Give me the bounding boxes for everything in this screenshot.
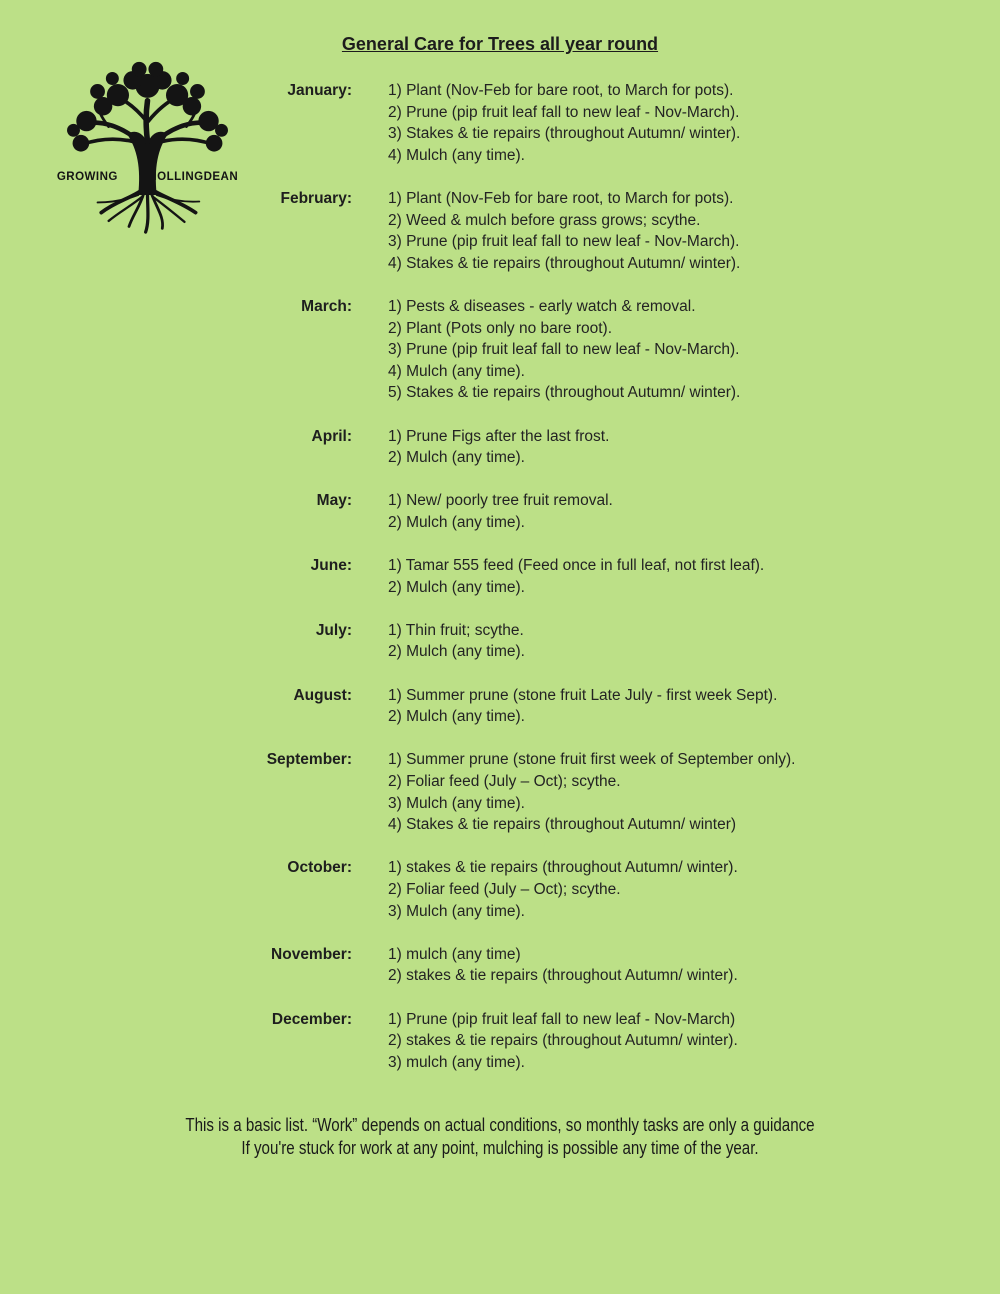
task-line: 2) Mulch (any time). [388, 643, 525, 661]
month-row [0, 857, 1000, 922]
task-line: 1) Summer prune (stone fruit first week of September only). [388, 751, 796, 769]
month-label: January: [287, 82, 352, 99]
task-line: 3) Stakes & tie repairs (throughout Autumn/ winter). [388, 125, 741, 143]
logo-text-growing: GROWING [56, 171, 118, 184]
month-task-list [388, 188, 740, 274]
task-line: 1) Summer prune (stone fruit Late July - first week Sept). [388, 686, 778, 704]
month-row [0, 944, 1000, 987]
footer-line-1: This is a basic list. “Work” depends on actual conditions, so monthly tasks are only a guidance [185, 1115, 815, 1135]
task-line: 2) Plant (Pots only no bare root). [388, 319, 613, 337]
month-label: February: [280, 189, 352, 207]
task-line: 1) mulch (any time) [388, 945, 521, 963]
month-task-list [388, 555, 764, 598]
task-line: 1) stakes & tie repairs (throughout Autumn/ winter). [388, 859, 738, 877]
logo-text-hollingdean: HOLLINGDEAN [148, 171, 239, 184]
task-line: 4) Stakes & tie repairs (throughout Autumn/ winter). [388, 254, 741, 272]
task-line: 1) Prune Figs after the last frost. [388, 427, 610, 445]
task-line: 2) Mulch (any time). [388, 578, 525, 596]
month-row [0, 685, 1000, 728]
month-row [0, 80, 1000, 166]
month-label: November: [271, 945, 352, 963]
month-label: April: [311, 427, 352, 445]
task-line: 3) Mulch (any time). [388, 794, 525, 812]
task-line: 4) Mulch (any time). [388, 146, 525, 164]
task-line: 1) Prune (pip fruit leaf fall to new leaf - Nov-March) [388, 1010, 736, 1028]
month-label: December: [271, 1010, 352, 1028]
task-line: 1) Thin fruit; scythe. [388, 621, 524, 639]
month-task-list [388, 685, 777, 728]
task-line: 2) Mulch (any time). [388, 708, 525, 726]
month-task-list [388, 1009, 738, 1074]
task-line: 2) Mulch (any time). [388, 513, 525, 531]
task-line: 2) stakes & tie repairs (throughout Autumn/ winter). [388, 967, 738, 985]
footer-note [0, 1114, 1000, 1159]
month-label: July: [315, 621, 352, 639]
month-task-list [388, 749, 795, 835]
month-task-list [388, 620, 525, 663]
month-label: September: [266, 751, 352, 769]
task-line: 4) Mulch (any time). [388, 362, 525, 380]
page-title: General Care for Trees all year round [341, 34, 659, 54]
month-row [0, 296, 1000, 404]
task-line: 2) Foliar feed (July – Oct); scythe. [388, 880, 621, 898]
month-row [0, 490, 1000, 533]
task-line: 1) New/ poorly tree fruit removal. [388, 492, 613, 510]
month-row [0, 555, 1000, 598]
month-row [0, 749, 1000, 835]
task-line: 1) Plant (Nov-Feb for bare root, to March for pots). [388, 189, 734, 207]
month-task-list [388, 296, 740, 404]
task-line: 2) Weed & mulch before grass grows; scythe. [388, 211, 701, 229]
month-task-list [388, 490, 613, 533]
month-label: May: [316, 492, 352, 510]
month-task-list [388, 426, 609, 469]
task-line: 3) mulch (any time). [388, 1053, 525, 1071]
task-line: 2) Prune (pip fruit leaf fall to new leaf - Nov-March). [388, 103, 740, 121]
month-task-list [388, 857, 738, 922]
task-line: 3) Prune (pip fruit leaf fall to new leaf - Nov-March). [388, 341, 740, 359]
month-label: October: [287, 859, 352, 877]
task-line: 3) Prune (pip fruit leaf fall to new leaf - Nov-March). [388, 233, 740, 251]
task-line: 5) Stakes & tie repairs (throughout Autumn/ winter). [388, 384, 741, 402]
month-row [0, 1009, 1000, 1074]
task-line: 1) Tamar 555 feed (Feed once in full leaf, not first leaf). [388, 557, 765, 575]
month-row [0, 620, 1000, 663]
month-label: August: [293, 686, 352, 704]
monthly-schedule [0, 80, 1000, 1095]
task-line: 2) Foliar feed (July – Oct); scythe. [388, 773, 621, 790]
month-label: March: [301, 297, 352, 315]
month-row [0, 426, 1000, 469]
task-line: 2) stakes & tie repairs (throughout Autumn/ winter). [388, 1032, 738, 1050]
task-line: 2) Mulch (any time). [388, 449, 525, 467]
task-line: 3) Mulch (any time). [388, 902, 525, 920]
month-label: June: [310, 557, 352, 575]
task-line: 1) Pests & diseases - early watch & removal. [388, 297, 696, 315]
month-task-list [388, 944, 738, 987]
month-row [0, 188, 1000, 274]
task-line: 4) Stakes & tie repairs (throughout Autumn/ winter) [388, 816, 737, 834]
month-task-list [388, 80, 740, 166]
footer-line-2: If you're stuck for work at any point, mulching is possible any time of the year. [241, 1137, 759, 1158]
task-line: 1) Plant (Nov-Feb for bare root, to March for pots). [388, 82, 734, 99]
